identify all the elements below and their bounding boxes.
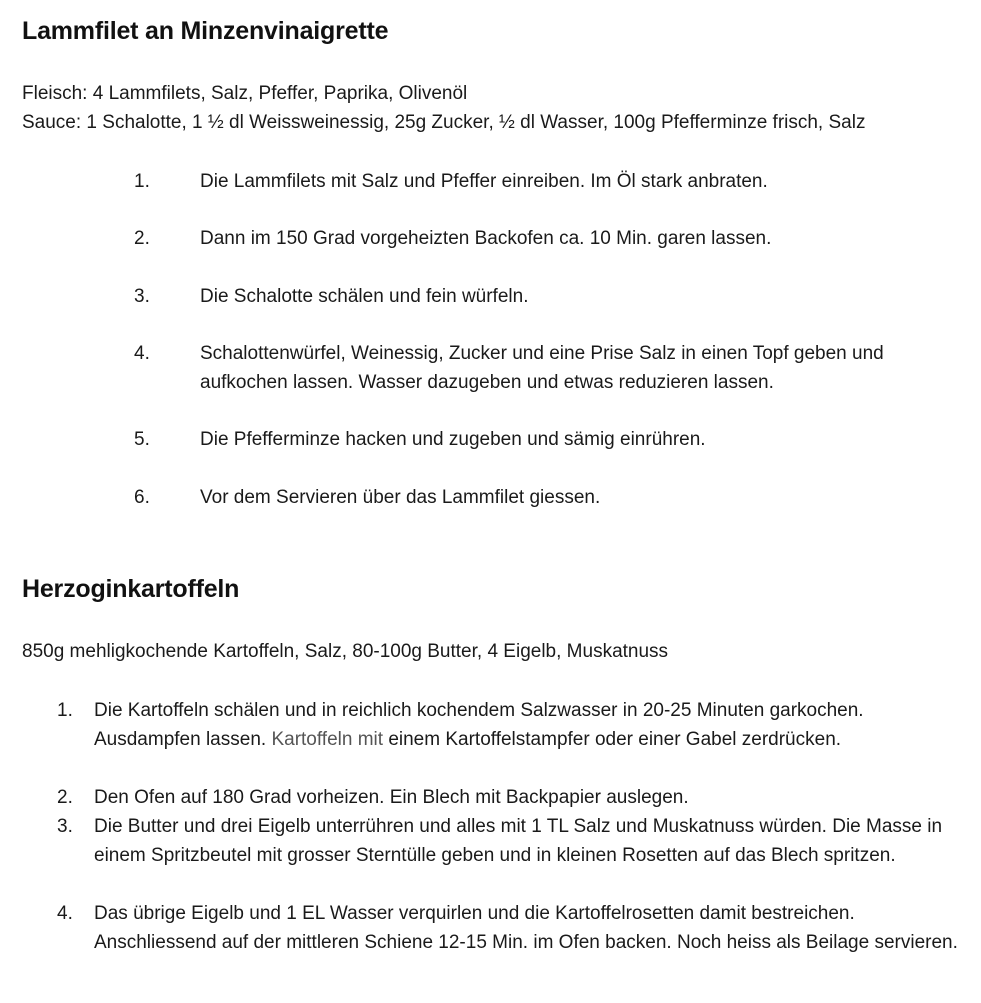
meat-ingredients: Fleisch: 4 Lammfilets, Salz, Pfeffer, Paprika, Olivenöl [22, 83, 468, 104]
step-text-part: Die Kartoffeln schälen und in reichlich kochendem Salzwasser in 20-25 Minuten garkochen. Ausdampfen lassen. [94, 700, 864, 750]
sauce-ingredients: Sauce: 1 Schalotte, 1 ½ dl Weissweinessig, 25g Zucker, ½ dl Wasser, 100g Pfefferminze frisch, Salz [22, 112, 866, 133]
step-text: Die Pfefferminze hacken und zugeben und sämig einrühren. [200, 429, 706, 450]
step-text: Die Lammfilets mit Salz und Pfeffer einreiben. Im Öl stark anbraten. [200, 171, 768, 192]
step-text: Die Butter und drei Eigelb unterrühren und alles mit 1 TL Salz und Muskatnuss würden. Die Masse in einem Spritzbeutel mit grosser Sterntülle geben und in kleinen Rosetten auf das Blech spritzen. [94, 816, 943, 866]
step-text [94, 696, 964, 754]
step-number: 1. [134, 171, 150, 192]
step-text: Schalottenwürfel, Weinessig, Zucker und eine Prise Salz in einen Topf geben und aufkochen lassen. Wasser dazugeben und etwas reduzieren lassen. [200, 343, 884, 393]
step-text: Das übrige Eigelb und 1 EL Wasser verquirlen und die Kartoffelrosetten damit bestreichen. Anschliessend auf der mittleren Schiene 12-15 Min. im Ofen backen. Noch heiss als Beilage servieren. [94, 903, 958, 953]
step-number: 4. [57, 903, 73, 924]
step-number: 2. [134, 228, 150, 249]
step-text-part: einem Kartoffelstampfer oder einer Gabel zerdrücken. [383, 729, 842, 750]
step-number: 6. [134, 487, 150, 508]
step-number: 3. [57, 816, 73, 837]
step-text-muted: Kartoffeln mit [271, 729, 384, 750]
step-number: 3. [134, 286, 150, 307]
recipe-title-herzoginkartoffeln: Herzoginkartoffeln [22, 575, 240, 603]
step-text: Dann im 150 Grad vorgeheizten Backofen ca. 10 Min. garen lassen. [200, 228, 772, 249]
recipe-title-lammfilet: Lammfilet an Minzenvinaigrette [22, 17, 389, 45]
step-number: 5. [134, 429, 150, 450]
potato-ingredients: 850g mehligkochende Kartoffeln, Salz, 80-100g Butter, 4 Eigelb, Muskatnuss [22, 641, 669, 662]
step-number: 4. [134, 343, 150, 364]
step-text: Die Schalotte schälen und fein würfeln. [200, 286, 529, 307]
step-text: Den Ofen auf 180 Grad vorheizen. Ein Blech mit Backpapier auslegen. [94, 787, 689, 808]
step-number: 2. [57, 787, 73, 808]
step-number: 1. [57, 700, 73, 721]
step-text: Vor dem Servieren über das Lammfilet giessen. [200, 487, 601, 508]
